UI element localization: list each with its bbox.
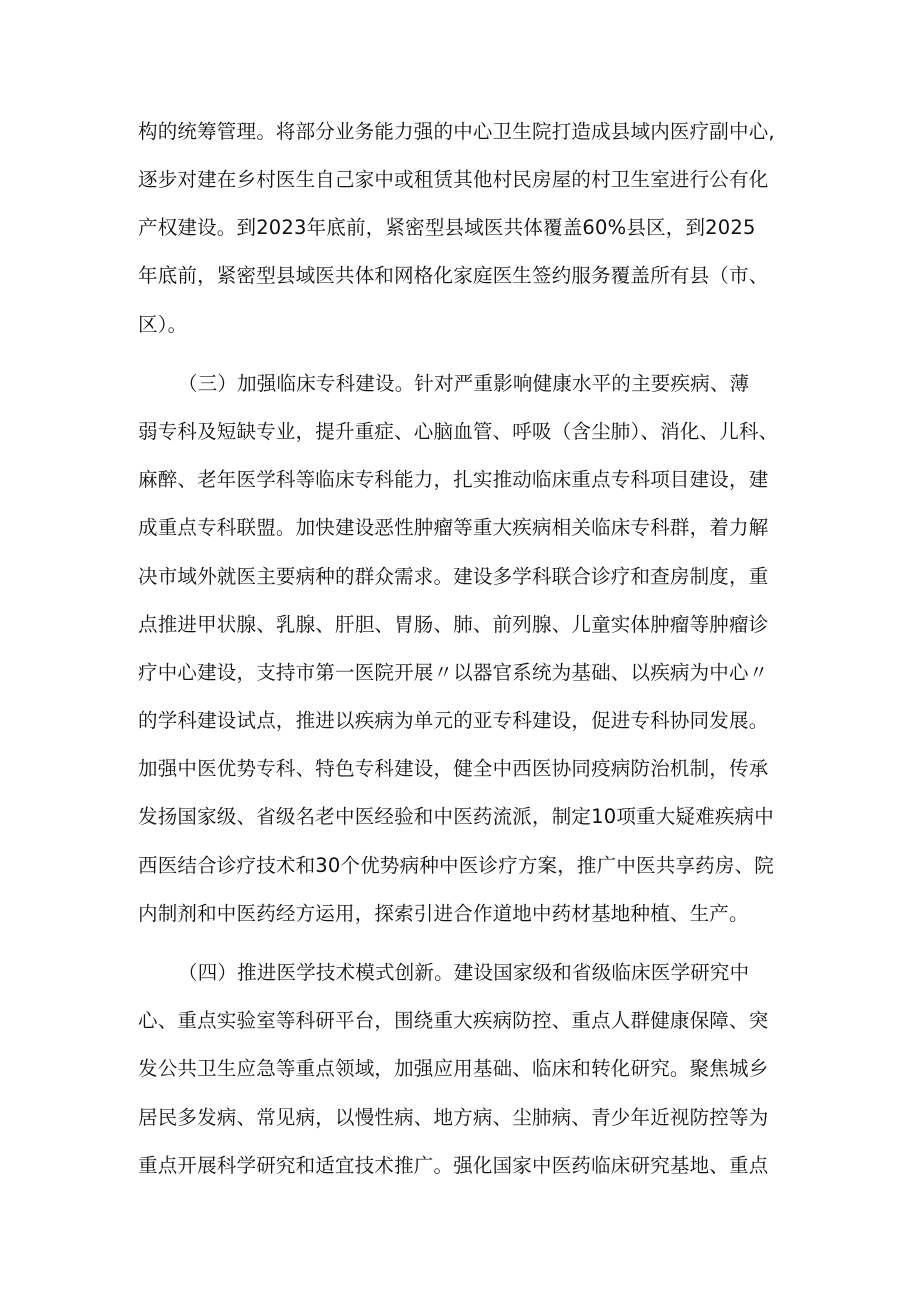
section-heading-4: （四）推进医学技术模式创新。建设国家级和省级临床医学研究中 — [178, 961, 750, 984]
text-line: 西医结合诊疗技术和30个优势病种中医诊疗方案，推广中医共享药房、院 — [138, 854, 774, 877]
text-line: 成重点专科联盟。加快建设恶性肿瘤等重大疾病相关临床专科群，着力解 — [138, 516, 769, 539]
text-line: 疗中心建设，支持市第一医院开展〃以器官系统为基础、以疾病为中心〃 — [138, 661, 769, 684]
text-line: 内制剂和中医药经方运用，探索引进合作道地中药材基地种植、生产。 — [138, 902, 749, 925]
text-line: 的学科建设试点，推进以疾病为单元的亚专科建设，促进专科协同发展。 — [138, 709, 769, 732]
text-line: 年底前，紧密型县域医共体和网格化家庭医生签约服务覆盖所有县（市、 — [138, 264, 769, 287]
text-line: 发公共卫生应急等重点领域，加强应用基础、临床和转化研究。聚焦城乡 — [138, 1057, 769, 1080]
text-line: 麻醉、老年医学科等临床专科能力，扎实推动临床重点专科项目建设，建 — [138, 468, 769, 491]
section-heading-3: （三）加强临床专科建设。针对严重影响健康水平的主要疾病、薄 — [178, 372, 750, 395]
text-line: 逐步对建在乡村医生自己家中或租赁其他村民房屋的村卫生室进行公有化 — [138, 168, 769, 191]
text-line: 产权建设。到2023年底前，紧密型县域医共体覆盖60%县区，到2025 — [138, 216, 756, 239]
text-line: 构的统筹管理。将部分业务能力强的中心卫生院打造成县域内医疗副中心, — [138, 120, 775, 143]
text-line: 弱专科及短缺专业，提升重症、心脑血管、呼吸（含尘肺）、消化、儿科、 — [138, 420, 779, 443]
text-line: 心、重点实验室等科研平台，围绕重大疾病防控、重点人群健康保障、突 — [138, 1009, 769, 1032]
text-line: 发扬国家级、省级名老中医经验和中医药流派，制定10项重大疑难疾病中 — [138, 805, 774, 828]
text-line: 区）。 — [138, 313, 188, 336]
text-line: 加强中医优势专科、特色专科建设，健全中西医协同疫病防治机制，传承 — [138, 757, 769, 780]
text-line: 居民多发病、常见病，以慢性病、地方病、尘肺病、青少年近视防控等为 — [138, 1106, 769, 1129]
text-line: 决市域外就医主要病种的群众需求。建设多学科联合诊疗和查房制度，重 — [138, 565, 769, 588]
text-line: 重点开展科学研究和适宜技术推广。强化国家中医药临床研究基地、重点 — [138, 1154, 769, 1177]
text-line: 点推进甲状腺、乳腺、肝胆、胃肠、肺、前列腺、儿童实体肿瘤等肿瘤诊 — [138, 613, 769, 636]
